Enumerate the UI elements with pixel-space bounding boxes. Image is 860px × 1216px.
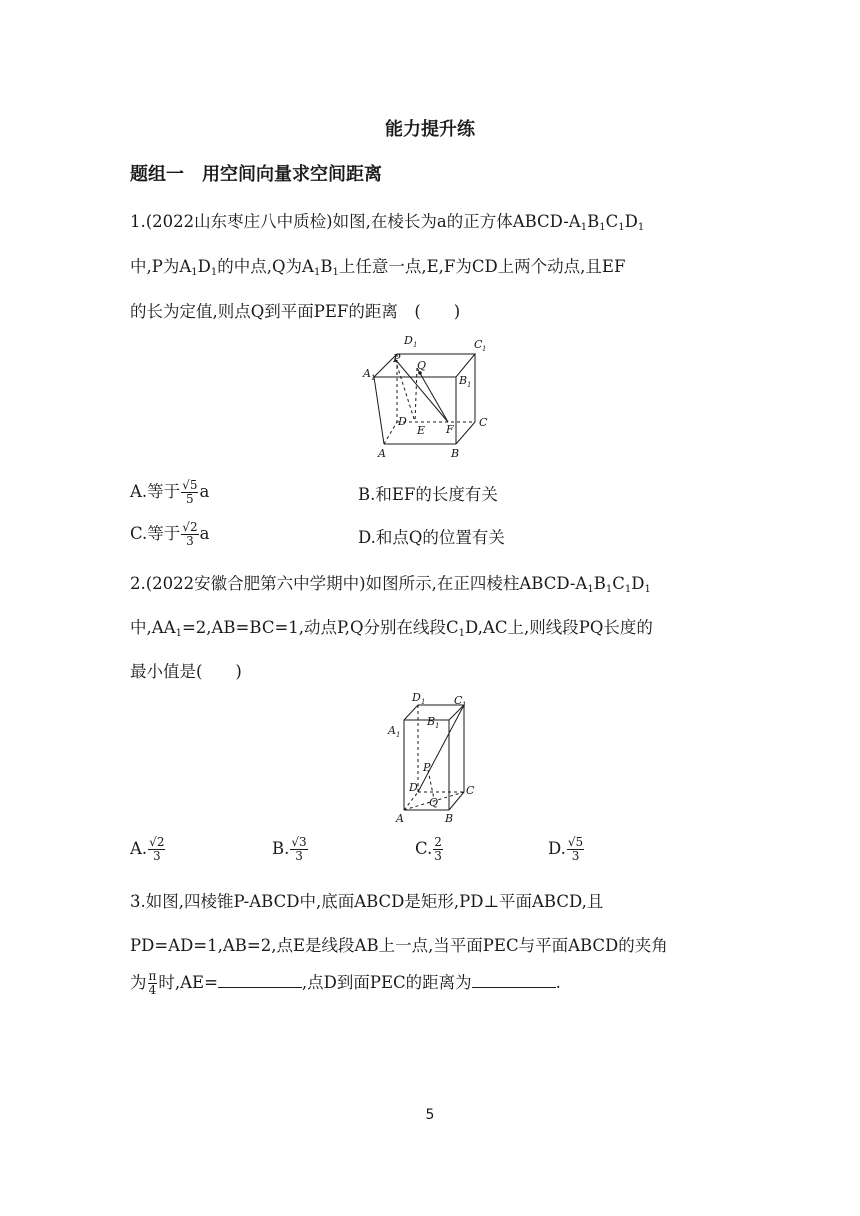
label-b1-sub: 1 (435, 722, 440, 730)
label-d1: D (404, 334, 413, 347)
label-c1: C (474, 338, 483, 351)
label-d1-sub: 1 (413, 341, 418, 349)
label-q: Q (429, 796, 439, 809)
label-a1: A (363, 367, 371, 380)
label-b1: B (459, 374, 468, 387)
q1-option-b[interactable]: B.和EF的长度有关 (358, 485, 498, 504)
q1-line-3: 的长为定值,则点Q到平面PEF的距离 ( ) (130, 302, 461, 321)
q2-option-c[interactable]: C. $\frac{2}{3}$ (415, 835, 442, 864)
q3-line-2: PD=AD=1,AB=2,点E是线段AB上一点,当平面PEC与平面ABCD的夹角 (130, 936, 668, 955)
label-c1: C (454, 694, 463, 707)
label-b: B (451, 447, 460, 460)
q2-option-b[interactable]: B. $\frac{√3}{3}$ (272, 835, 307, 864)
answer-blank-distance[interactable] (472, 986, 556, 988)
section-heading: 题组一 用空间向量求空间距离 (130, 164, 382, 185)
label-d: D (398, 415, 407, 428)
label-b: B (445, 812, 454, 825)
label-p: P (393, 352, 401, 365)
q2-line-1: 2.(2022安徽合肥第六中学期中)如图所示,在正四棱柱ABCD-$A_1B_1C_1D_1$ (130, 574, 651, 595)
label-d: D (409, 781, 418, 794)
q2-option-a[interactable]: A. $\frac{√2}{3}$ (130, 835, 165, 864)
answer-blank-ae[interactable] (218, 986, 302, 988)
label-c: C (466, 784, 475, 797)
q2-line-3: 最小值是( ) (130, 662, 242, 681)
cube-figure-1 (362, 332, 502, 462)
label-b1-sub: 1 (467, 381, 472, 389)
q2-line-2: 中$,AA_1=2,AB=BC=1$,动点P,Q分别在线段$C_1D,AC$上,则线段PQ长度的 (130, 618, 653, 639)
label-p: P (423, 761, 431, 774)
q1-line-2: 中,P为$A_1D_1$的中点,Q为$A_1B_1$上任意一点,E,F为CD上两个动点,且EF (130, 257, 626, 278)
label-d1-sub: 1 (421, 698, 426, 706)
q1-line-1: 1.(2022山东枣庄八中质检)如图,在棱长为a的正方体ABCD-$A_1B_1C_1D_1$ (130, 212, 645, 233)
label-f: F (446, 423, 454, 436)
label-a1: A (388, 724, 396, 737)
q2-option-d[interactable]: D. $\frac{√5}{3}$ (548, 835, 584, 864)
page-number: 5 (425, 1107, 435, 1123)
label-e: E (417, 424, 426, 437)
q1-option-d[interactable]: D.和点Q的位置有关 (358, 528, 505, 547)
label-a: A (378, 447, 386, 460)
q1-option-a[interactable]: A.等于 $\frac{√5}{5}$ a (130, 477, 210, 506)
label-d1: D (412, 691, 421, 704)
q3-line-3: 为 $\frac{\pi}{4}$ 时,AE= ,点D到面PEC的距离为 . (130, 968, 561, 997)
label-b1: B (427, 715, 436, 728)
label-a1-sub: 1 (396, 731, 401, 739)
label-a1-sub: 1 (371, 374, 376, 382)
q1-option-c[interactable]: C.等于 $\frac{√2}{3}$ a (130, 519, 210, 548)
label-a: A (396, 812, 404, 825)
page-title: 能力提升练 (385, 119, 475, 140)
label-c: C (479, 416, 488, 429)
q3-line-1: 3.如图,四棱锥P-ABCD中,底面ABCD是矩形,PD⊥平面ABCD,且 (130, 892, 604, 911)
prism-figure-2 (386, 690, 476, 826)
label-c1-sub: 1 (482, 345, 487, 353)
label-q: Q (417, 359, 427, 372)
label-c1-sub: 1 (462, 701, 467, 709)
